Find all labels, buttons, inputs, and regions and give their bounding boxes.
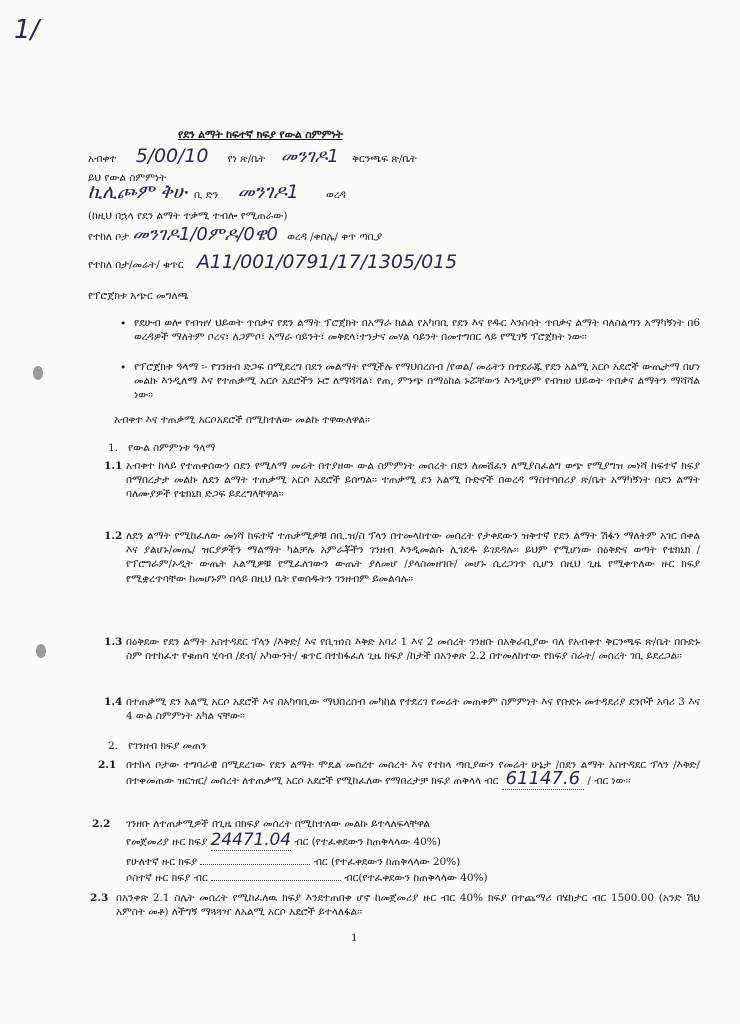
payment-label: የሁለተኛ ዙር ክፍያ: [126, 856, 198, 868]
clause-number: 2.1: [98, 759, 117, 771]
document-title: የደን ልማት ከፍተኛ ክፍያ የውል ስምምነት: [178, 128, 343, 141]
handwritten-amount: 24471.04: [210, 830, 291, 850]
payment-note: ብር (የተፈቀደውን ከጠቅላላው 40%): [294, 836, 441, 848]
section-2-number: 2.: [108, 740, 118, 752]
payment-label: ሶስተኛ ዙር ክፍያ ብር: [126, 872, 208, 884]
field-line-5: [88, 224, 383, 245]
clause-number: 1.3: [104, 636, 123, 648]
clause-number: 1.2: [104, 530, 123, 542]
field-label: አብቀተ: [88, 153, 117, 165]
field-label: ቅርንጫፍ ጽ/ቤት: [352, 153, 417, 165]
field-line-2: ይህ የውል ስምምነት: [88, 172, 167, 184]
punch-hole: [33, 366, 43, 380]
clause-text: ለደን ልማት የሚከፈለው መነሻ ከፍተኛ ተጠቃሚዎቹ በቢ.ዝ/ስ ፕላን በተመላከተው መሰረት የታቀደውን ዝቅተኛ የደን ልማት ሽፋን ማለትም አገር በቀል እና ያልሆኑ/መጤ/ ዝርያዎችን ማልማት ካልቻሉ አምራቾችን ገንዘብ እንዲመልሱ ሊገደዱ ይገደዳሉ፡፡ ይህም የሚሆነው በዕቅድና ወጣት የቴክኒክ /የፕሮግራም/ኦዲት ውጤት አልሚዎቹ የሚፈለገውን ውጤት ያለመሆ /ያላስመዘገቡ/ መሆኑ ሲረጋገጥ ሲሆን በዚህ ጊዜ የሚቀጥለው ዙር ክፍያ የሚቋረጥባቸው ከመሆኑም በላይ በዚህ ቤት የወሰዱትን ገንዘብም ይመልሳሉ፡፡: [126, 530, 700, 585]
agreement-line: አብቀተ እና ተጠቃሚ አርሶአደሮች በሚከተለው መልኩ ተዋውለዋል፡፡: [114, 414, 370, 426]
clause-text-part: በተከላ ቦታው ተግባራዊ በሚደረገው የደን ልማት ሞዴል መሰረተ መሰረት እና የተከላ ጣቢያውን የመሬት ሁኔታ /በደን ልማት አስተዳደር ፕላን /እቅድ/ በተቀመጠው ዝርዝር/ መሰረት ለተጠቃሚ አርሶ አደሮች የሚከፈለው የማበረታቻ ክፍያ ጠቅላላ ብር: [126, 759, 700, 788]
clause-text: በተጠቃሚ ደን አልሚ አርሶ አደሮች እና በአካባቢው ማህበረሰብ መካከል የተደረገ የመሬት መጠቀም ስምምነት እና የቡድኑ መተዳደሪያ ደንቦች አባሪ 3 እና 4 ውል ስምምነት አካል ናቸው፡፡: [126, 696, 700, 723]
handwritten-value: 5/00/10: [135, 145, 209, 167]
handwritten-amount: 61147.6: [502, 768, 584, 790]
field-label: የተከለ ቦታ: [88, 231, 130, 243]
handwritten-value: መንገዶ1: [280, 146, 339, 167]
bullet-text: የደሁብ ወሎ የብዝሃ ህይወት ጥበቃና የደን ልማት ፕሮጀክት በአማራ ክልል የአካባቢ የደን እና የዱር እንስሳት ጥበቃና ልማት ባለስልጣን አማካኝነት በ6 ወረዳዎች ማለትም ቦረና፣ ለጋምቦ፣ አማራ ሳይንት፣ መቅደላ፣ተንታና መሃል ሳይንት በመተግበር ላይ የሚገኝ ፕሮጀክት ነው፡፡: [134, 317, 700, 344]
payment-line-1: [126, 830, 441, 850]
clause-text: [126, 758, 700, 788]
section-2-title: የገንዘብ ክፍያ መጠን: [128, 740, 207, 752]
payment-line-3: [126, 870, 488, 885]
payment-label: የመጀመሪያ ዙር ክፍያ: [126, 836, 208, 848]
clause-number: 1.4: [104, 696, 123, 708]
clause-text: በአንቀጽ 2.1 ስሌት መሰረት የሚከፈለዉ ክፍያ እንደተጠበቀ ሆኖ ከመጀመሪያ ዙር ብር 40% ክፍያ በተጨማሪ በሄክታር ብር 1500.00 (አንድ ሽህ አምስት መቶ) ለችግኝ ማጓጓዣ ለአልሚ አርሶ አደሮች ይተላለፋል፡፡: [116, 892, 700, 919]
field-line-3: [88, 181, 346, 203]
payment-note: ብር (የተፈቀደውን ከጠቅላላው 20%): [313, 856, 461, 868]
section-1-title: የውል ስምምነቱ ዓላማ: [128, 442, 216, 454]
clause-text: አብቀተ ከላይ የተጠቀሰውን በደን የሚለማ መሬት በተያዘው ውል ስምምነት መሰረት በደን ለመሸፈን ለሚያስፈልግ ወጭ የሚያግዝ መነሻ ከፍተኛ ክፍያ በማበረታታ መልኩ ለደን ልማት ተጠቃሚ አርሶ አደሮች ይሰጣል፡፡ ተጠቃሚ ደን አልሚ ቡድኖች በወረዳ ማስተባበሪያ ጽ/ቤት አማካኝነት በደን ልማት ባለሙያዎች የቴክኒክ ድጋፍ ይደረግላቸዋል፡፡: [126, 460, 700, 501]
bullet-marker: •: [120, 362, 127, 374]
field-label: ወረዳ: [326, 189, 346, 201]
project-summary-heading: የፕሮጀክቱ አጭር መግለጫ: [88, 290, 189, 302]
field-line-6: [88, 251, 458, 273]
clause-text: በዕቅደው የደን ልማት አስተዳደር ፕላን /እቅድ/ እና የቢዝነስ እቅድ አባሪ 1 እና 2 መሰረት ገንዘቡ በአቅራቢያው ባለ የአብቀተ ቅርንጫፍ ጽ/ቤት በቡድኑ ስም በተከፈተ የቁጠባ ሂሳብ /ደብ/ አካውንት/ ቁጥር በተከፋፈለ ጊዜ ክፍያ /ከታች በአንቀጽ 2.2 በተመለከተው የክፍያ ስራት/ መሰረት ገቢ ይደረጋል፡፡: [126, 636, 700, 663]
payment-line-2: [126, 854, 460, 869]
field-line-1: [88, 145, 417, 167]
clause-number: 2.3: [90, 892, 109, 904]
payment-note: ብር(የተፈቀደውን ከጠቅላላው 40%): [344, 872, 488, 884]
handwritten-value: መንገዶ1: [237, 181, 299, 203]
clause-number: 1.1: [104, 460, 123, 472]
blank-amount: [200, 854, 310, 865]
punch-hole: [36, 644, 46, 658]
blank-amount: [211, 870, 341, 881]
field-label: የነ ጽ/ቤት: [227, 153, 266, 165]
page-number: 1: [351, 932, 358, 944]
handwritten-value: A11/001/0791/17/1305/015: [196, 251, 458, 273]
field-label: የተከለ በታ/መሬት/ ቁጥር: [88, 259, 184, 271]
field-label: ወረዳ /ቀበሌ/ ቀጥ ጣቢያ: [287, 231, 383, 243]
clause-number: 2.2: [92, 818, 111, 830]
clause-text: ገንዘቡ ለተጠቃሚዎች በጊዜ በክፍያ መሰረት በሚከተለው መልኩ ይተላለፍላቸዋል: [126, 818, 430, 830]
bullet-text: የፕሮጀክቱ ዓላማ ፡- የገንዘብ ድጋፍ በሚደረግ በደን መልማት የሚችሉ የማህበረሰብ /የወል/ መሬትን በተደራጁ የደን አልሚ አርሶ አደሮች ውጤታማ በሆነ መልኩ እንዲለማ እና የተጠቃሚ አርሶ አደሮችን ኑሮ ለማሻሻል፣ የጠ, ምንጭ በማዕከል ኑሯቸውን እንዲሁም የብዝሀ ህይወት ጥበቃና ልማትን ማሻሻል ነው፡፡: [134, 361, 700, 402]
clause-text-part: / ብር ነው፡፡: [587, 775, 631, 788]
field-line-4: (ከዚህ በኋላ የደን ልማት ተቃሚ ተብሎ የሚጠራው): [88, 210, 288, 222]
handwritten-value: ኪሊጮም ቅሁ: [88, 181, 187, 203]
handwritten-value: መንገዶ1/0ምዶ/0ዌ0: [132, 224, 278, 245]
corner-mark: 1/: [14, 15, 40, 45]
bullet-marker: •: [120, 318, 127, 330]
section-1-number: 1.: [108, 442, 118, 454]
field-label: ቢ ድን: [193, 189, 219, 201]
